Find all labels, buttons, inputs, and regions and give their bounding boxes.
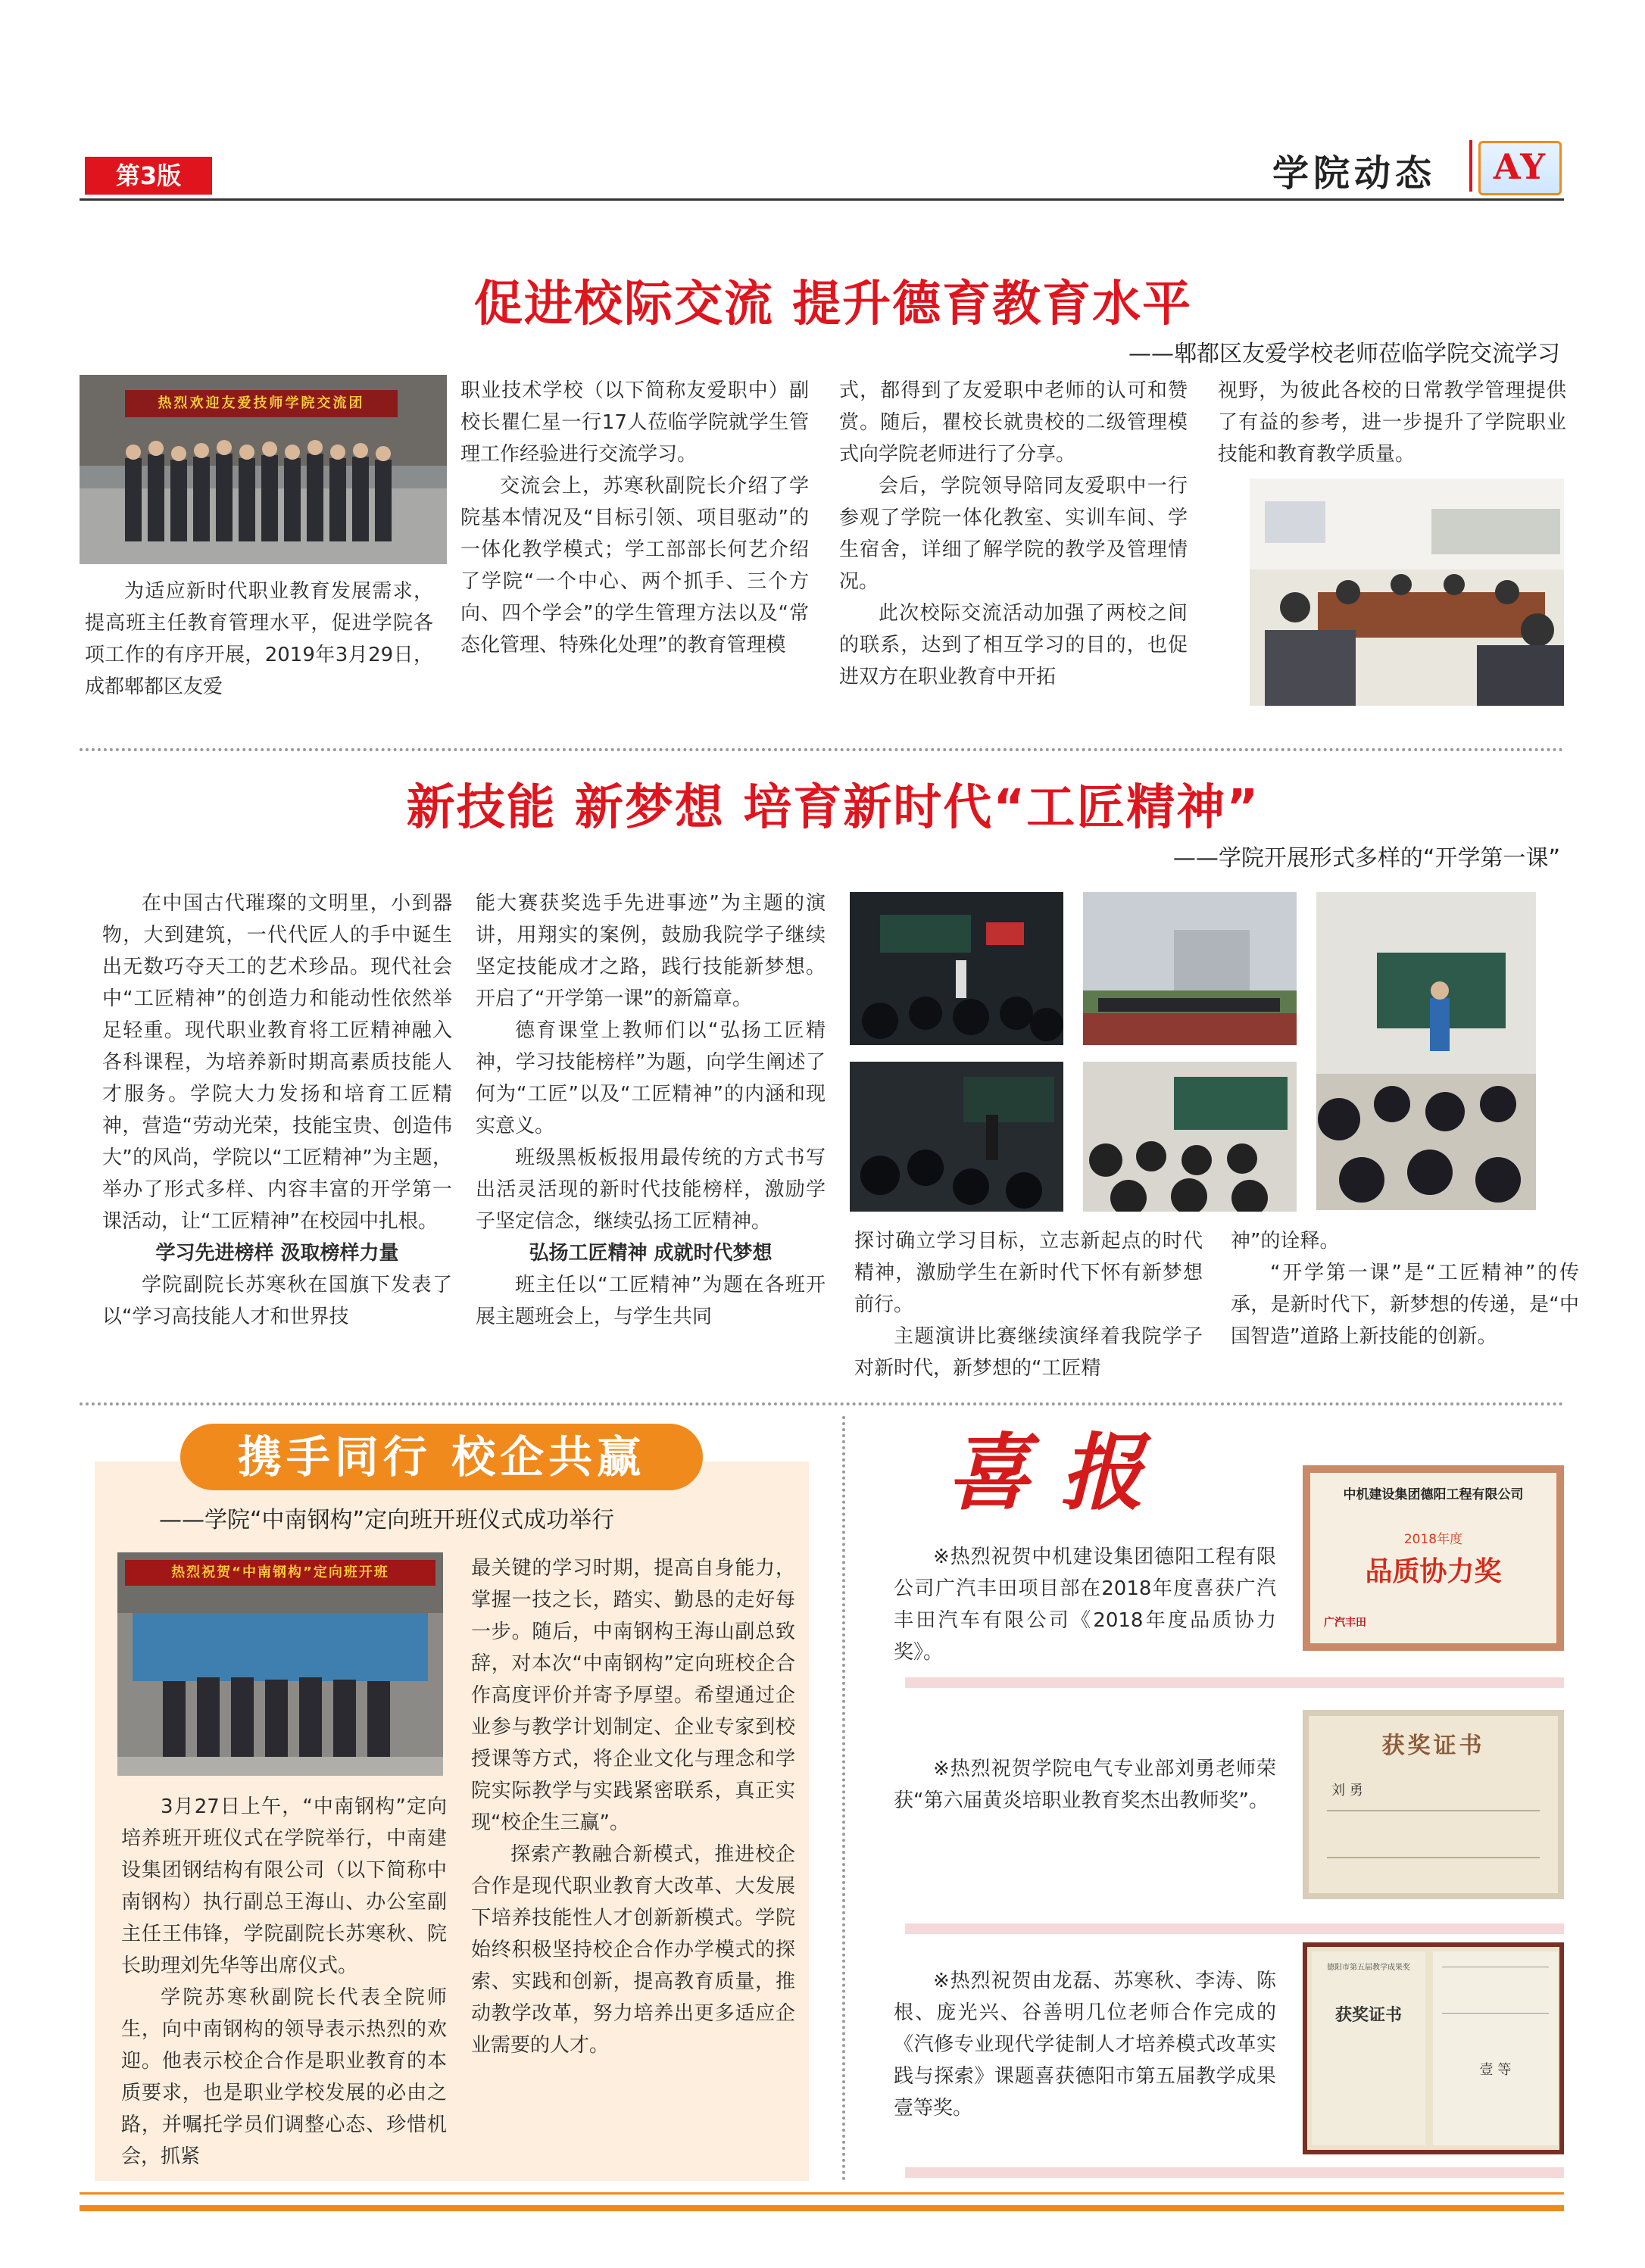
article2-photo-flag-ceremony: [1083, 892, 1297, 1045]
article1-col4: 视野，为彼此各校的日常教学管理提供了有益的参考，进一步提升了学院职业技能和教育教学质量。: [1218, 379, 1566, 466]
cert1-year: 2018年度: [1403, 1532, 1463, 1547]
cert1-award: 品质协力奖: [1365, 1556, 1502, 1587]
separator-2: [80, 1402, 1564, 1405]
article2-photo-lecture: [850, 1062, 1063, 1212]
cert1-org: 中机建设集团德阳工程有限公司: [1343, 1487, 1524, 1502]
cert3-right-page: [1433, 1951, 1558, 2145]
footer-rule-thick: [80, 2205, 1564, 2211]
article1-col1: 为适应新时代职业教育发展需求，提高班主任教育管理水平，促进学院各项工作的有序开展，2019年3月29日，成都郫都区友爱: [85, 580, 433, 698]
article2-subtitle: ——学院开展形式多样的“开学第一课”: [1172, 845, 1560, 872]
article1-col2: 职业技术学校（以下简称友爱职中）副校长瞿仁星一行17人莅临学院就学生管理工作经验进行交流学习。 交流会上，苏寒秋副院长介绍了学院基本情况及“目标引领、项目驱动”的一体化教学模式；学工部部长何艺介绍了学院“一个中心、两个抓手、三个方向、四个学会”的学生管理方法以及“常态化管理、特殊化处理”的教育管理模: [460, 379, 809, 657]
article2-col1: 在中国古代璀璨的文明里，小到器物，大到建筑，一代代匠人的手中诞生出无数巧夺天工的艺术珍品。现代社会中“工匠精神”的创造力和能动性依然举足轻重。现代职业教育将工匠精神融入各科课程，为培养新时期高素质技能人才服务。学院大力发扬和培育工匠精神，营造“劳动光荣，技能宝贵、创造伟大”的风尚，学院以“工匠精神”为主题，举办了形式多样、内容丰富的开学第一课活动，让“工匠精神”在校园中扎根。 学习先进榜样 汲取榜样力量 学院副院长苏寒秋在国旗下发表了以“学习高技能人才和世界技: [102, 892, 452, 1328]
cert1-brand: 广汽丰田: [1324, 1617, 1366, 1629]
good-news-item-2: ※热烈祝贺学院电气专业部刘勇老师荣获“第六届黄炎培职业教育奖杰出教师奖”。: [894, 1758, 1276, 1812]
good-news-divider-3: [905, 2167, 1564, 2178]
article2-col2: 能大赛获奖选手先进事迹”为主题的演讲，用翔实的案例，鼓励我院学子继续坚定技能成才之路，践行技能新梦想。开启了“开学第一课”的新篇章。 德育课堂上教师们以“弘扬工匠精神，学习技能榜样”为题，向学生阐述了何为“工匠”以及“工匠精神”的内涵和现实意义。 班级黑板板报用最传统的方式书写出活灵活现的新时代技能榜样，激励学子坚定信念，继续弘扬工匠精神。 弘扬工匠精神 成就时代梦想 班主任以“工匠精神”为题在各班开展主题班会上，与学生共同: [476, 892, 826, 1328]
cert3-left-page: [1312, 1951, 1425, 2145]
section-title: 学院动态: [1272, 152, 1437, 195]
article2-photo-speech: [1316, 892, 1536, 1210]
cert2-lines: [1327, 1810, 1540, 1858]
article3-col1: 3月27日上午，“中南钢构”定向培养班开班仪式在学院举行，中南建设集团钢结构有限公司（以下简称中南钢构）执行副总王海山、办公室副主任王伟锋，学院副院长苏寒秋、院长助理刘先华等出席仪式。 学院苏寒秋副院长代表全院师生，向中南钢构的领导表示热烈的欢迎。他表示校企合作是职业教育的本质要求，也是职业学校发展的必由之路，并嘱托学员们调整心态、珍惜机会，抓紧: [121, 1795, 447, 2168]
article1-photo-banner: 热烈欢迎友爱技师学院交流团: [158, 395, 365, 411]
section-divider: [1469, 140, 1472, 192]
logo-icon: [1478, 141, 1562, 195]
header-rule: [80, 198, 1564, 201]
separator-vertical: [842, 1416, 845, 2181]
good-news-divider-1: [905, 1677, 1564, 1688]
logo-text: AY: [1493, 146, 1547, 187]
edition-badge: 第3版: [85, 157, 212, 195]
article2-photo-blackboard-class: [1083, 1062, 1297, 1212]
article2-title: 新技能 新梦想 培育新时代“工匠精神”: [406, 780, 1260, 836]
good-news-cert-2: [1303, 1710, 1564, 1899]
article2-col4: 神”的诠释。 “开学第一课”是“工匠精神”的传承，是新时代下，新梦想的传递，是“中国智造”道路上新技能的创新。: [1231, 1230, 1579, 1348]
article3-group-photo: [117, 1552, 443, 1776]
article3-title: 携手同行 校企共赢: [237, 1431, 646, 1483]
article1-meeting-photo: [1250, 479, 1564, 706]
article2-subhead-1: 学习先进榜样 汲取榜样力量: [155, 1242, 399, 1265]
good-news-cert-1: [1303, 1465, 1564, 1651]
article1-group-photo: [80, 375, 447, 564]
article3-col2: 最关键的学习时期，提高自身能力，掌握一技之长，踏实、勤恳的走好每一步。随后，中南钢构王海山副总致辞，对本次“中南钢构”定向班校企合作高度评价并寄予厚望。希望通过企业参与教学计划制定、企业专家到校授课等方式，将企业文化与理念和学院实际教学与实践紧密联系，真正实现“校企生三赢”。 探索产教融合新模式，推进校企合作是现代职业教育大改革、大发展下培养技能性人才创新新模式。学院始终积极坚持校企合作办学模式的探索、实践和创新，提高教育质量，推动教学改革，努力培养出更多适应企业需要的人才。: [471, 1557, 795, 2057]
cert3-title: 获奖证书: [1334, 2006, 1402, 2025]
article2-col3: 探讨确立学习目标，立志新起点的时代精神，激励学生在新时代下怀有新梦想前行。 主题演讲比赛继续演绎着我院学子对新时代，新梦想的“工匠精: [854, 1230, 1203, 1380]
good-news-cert-3: [1303, 1942, 1564, 2154]
cert3-lines: [1442, 1967, 1549, 2014]
cert2-name: 刘 勇: [1331, 1783, 1363, 1798]
good-news-item-1: ※热烈祝贺中机建设集团德阳工程有限公司广汽丰田项目部在2018年度喜获广汽丰田汽车有限公司《2018年度品质协力奖》。: [894, 1546, 1276, 1664]
article2-photo-classroom-night: [850, 892, 1063, 1045]
footer-rule-thin: [80, 2192, 1564, 2195]
cert2-title: 获奖证书: [1381, 1733, 1485, 1759]
cert3-grade: 壹 等: [1479, 2062, 1512, 2078]
article3-photo-banner: 热烈祝贺“中南钢构”定向班开班: [171, 1565, 389, 1580]
cert3-header: 德阳市第五届教学成果奖: [1327, 1964, 1410, 1972]
article1-title: 促进校际交流 提升德育教育水平: [473, 276, 1193, 332]
article1-col3: 式，都得到了友爱职中老师的认可和赞赏。随后，瞿校长就贵校的二级管理模式向学院老师进行了分享。 会后，学院领导陪同友爱职中一行参观了学院一体化教室、实训车间、学生宿舍，详细了解学院的教学及管理情况。 此次校际交流活动加强了两校之间的联系，达到了相互学习的目的，也促进双方在职业教育中开拓: [839, 379, 1188, 688]
article1-subtitle: ——郫都区友爱学校老师莅临学院交流学习: [1128, 341, 1560, 367]
separator-1: [80, 748, 1564, 751]
article2-subhead-2: 弘扬工匠精神 成就时代梦想: [529, 1242, 773, 1265]
good-news-title: 喜报: [947, 1424, 1174, 1521]
good-news-item-3: ※热烈祝贺由龙磊、苏寒秋、李涛、陈根、庞光兴、谷善明几位老师合作完成的《汽修专业现代学徒制人才培养模式改革实践与探索》课题喜获德阳市第五届教学成果壹等奖。: [894, 1970, 1276, 2120]
good-news-divider-2: [905, 1923, 1564, 1934]
article3-subtitle: ——学院“中南钢构”定向班开班仪式成功举行: [159, 1507, 615, 1533]
